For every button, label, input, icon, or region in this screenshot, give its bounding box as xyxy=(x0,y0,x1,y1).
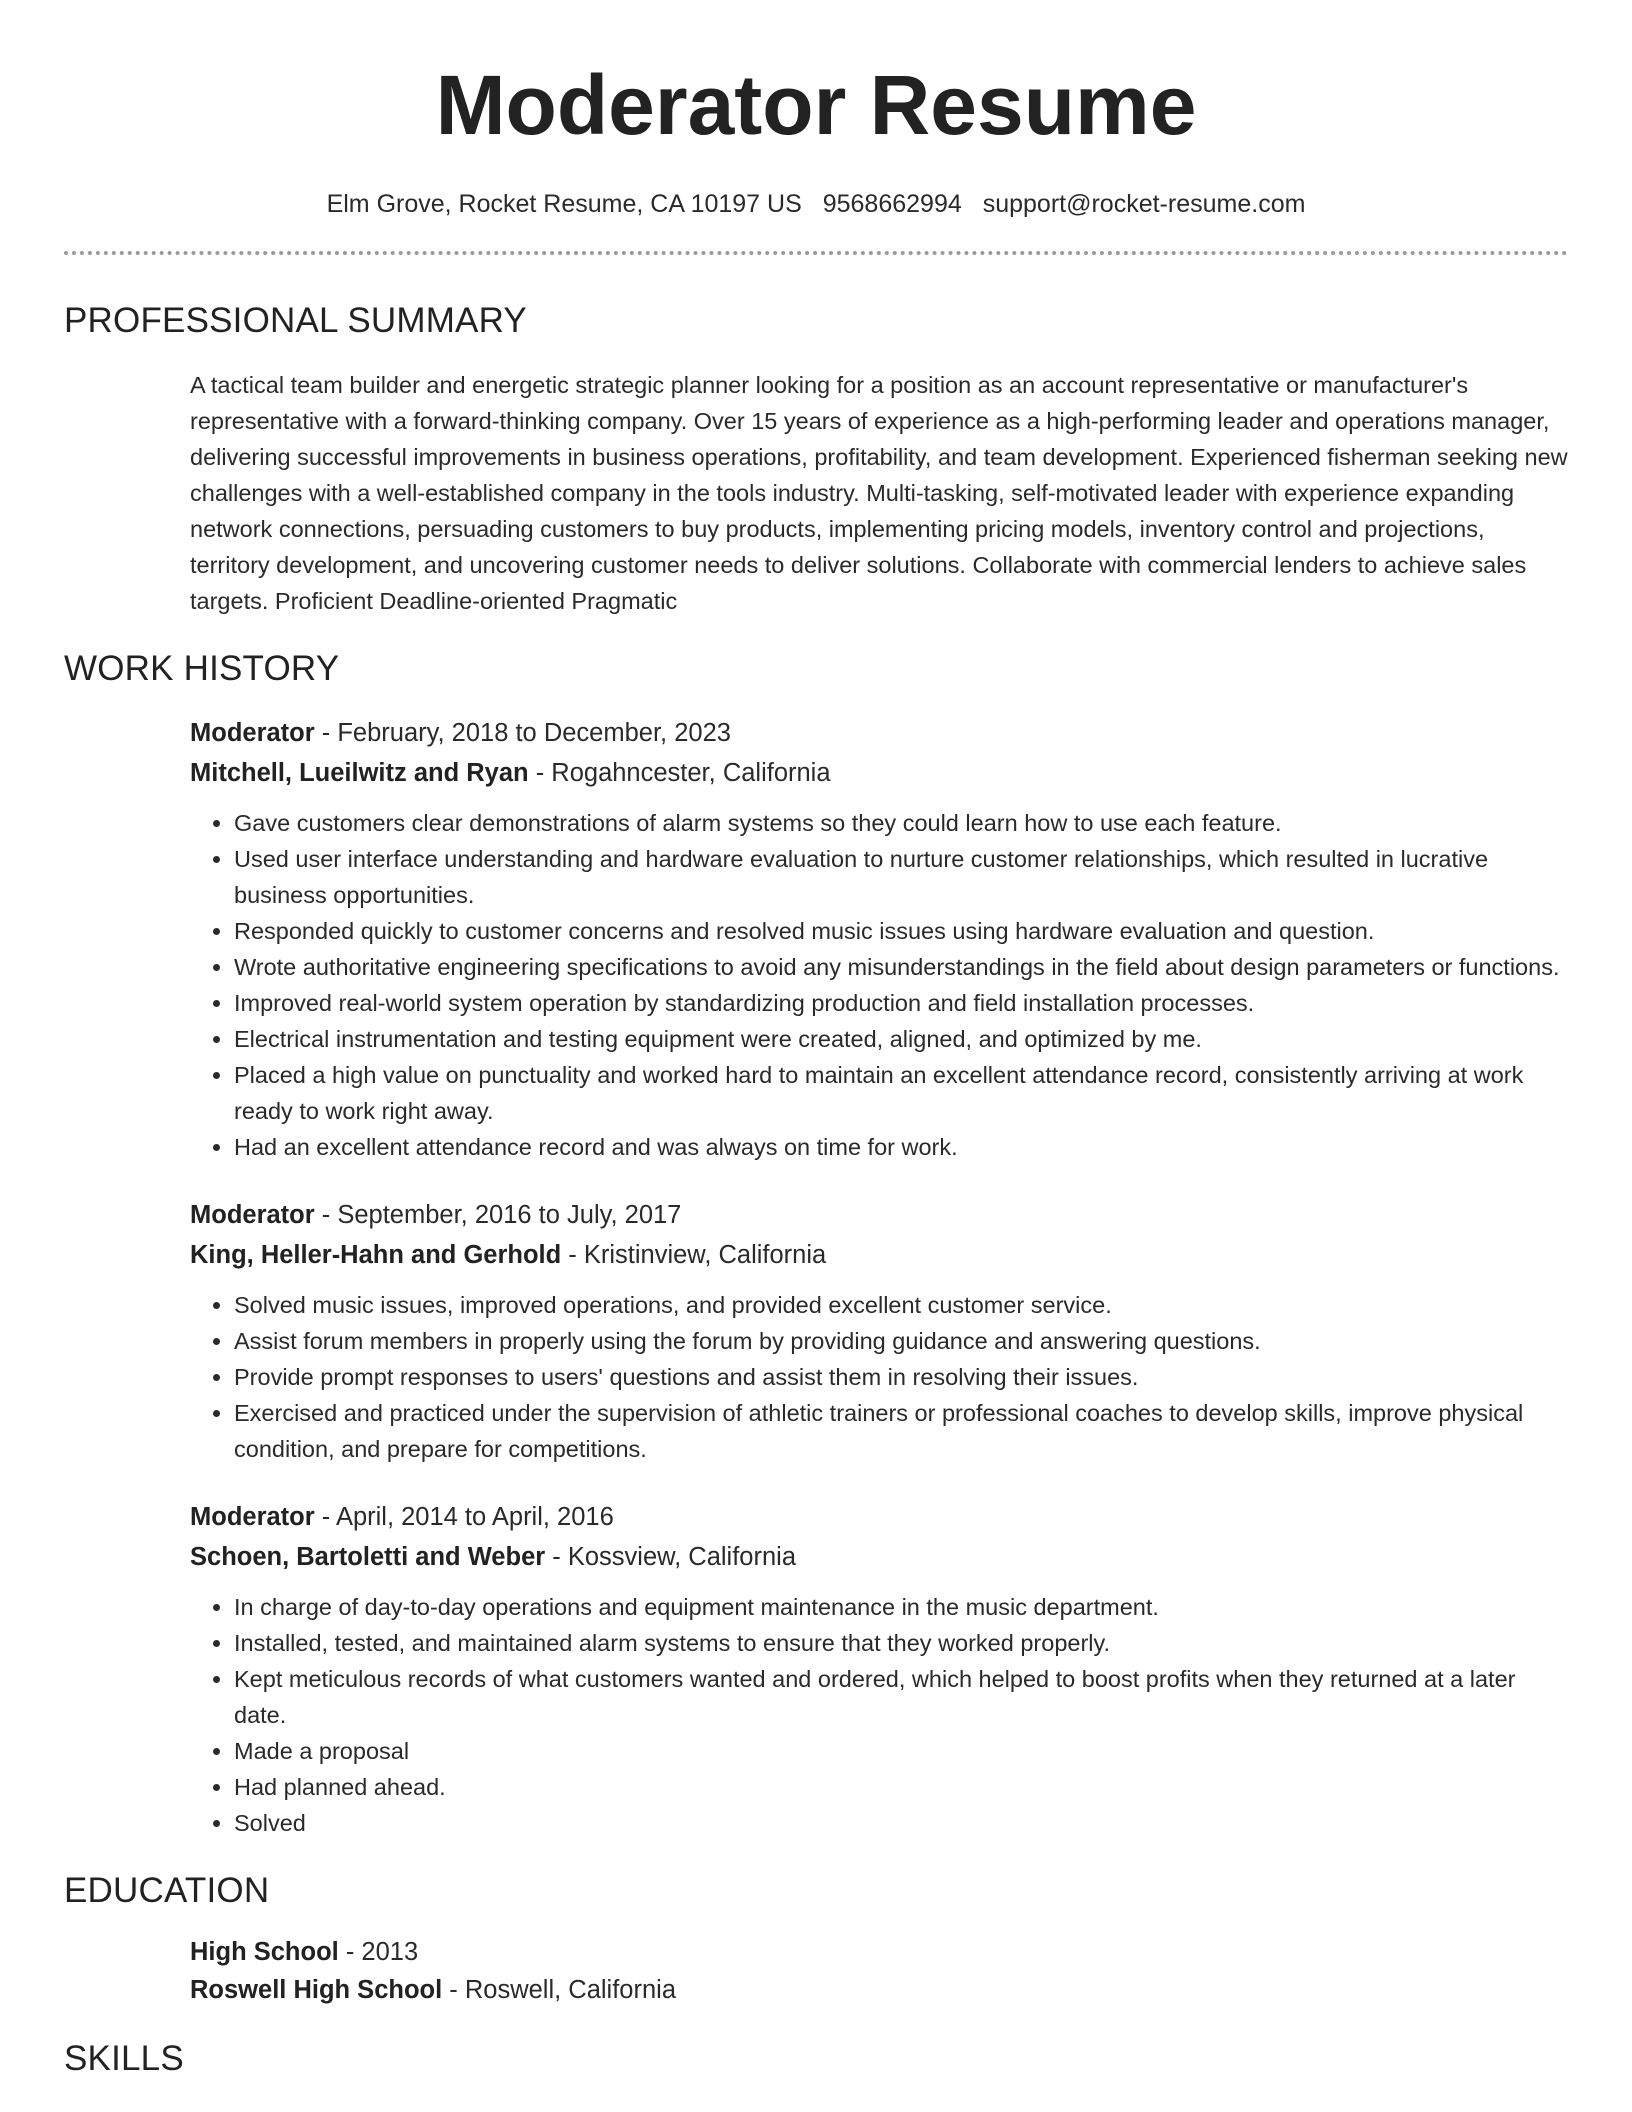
job-company: Schoen, Bartoletti and Weber xyxy=(190,1543,546,1571)
section-title-skills: SKILLS xyxy=(64,2039,184,2078)
job-dates: - February, 2018 to December, 2023 xyxy=(314,719,731,747)
section-title-work-history: WORK HISTORY xyxy=(64,649,340,688)
list-item: • Solved music issues, improved operations, and provided excellent customer service. xyxy=(234,1287,1568,1323)
list-item: • Gave customers clear demonstrations of alarm systems so they could learn how to use each feature. xyxy=(234,805,1568,841)
list-item: • Installed, tested, and maintained alarm systems to ensure that they worked properly. xyxy=(234,1625,1568,1661)
contact-address: Elm Grove, Rocket Resume, CA 10197 US xyxy=(326,190,802,218)
contact-line xyxy=(64,187,1568,221)
list-item: • Had planned ahead. xyxy=(234,1769,1568,1805)
job-entry xyxy=(190,1497,1568,1841)
list-item: • Made a proposal xyxy=(234,1733,1568,1769)
list-item: • Had an excellent attendance record and was always on time for work. xyxy=(234,1129,1568,1165)
education-year: - 2013 xyxy=(338,1938,419,1966)
list-item: • Provide prompt responses to users' questions and assist them in resolving their issues. xyxy=(234,1359,1568,1395)
job-role-line xyxy=(190,1497,1568,1537)
job-dates: - April, 2014 to April, 2016 xyxy=(314,1503,614,1531)
job-company-line xyxy=(190,1537,1568,1577)
job-location: - Rogahncester, California xyxy=(528,759,831,787)
section-title-education: EDUCATION xyxy=(64,1871,270,1910)
job-location: - Kristinview, California xyxy=(561,1241,827,1269)
job-entry xyxy=(190,713,1568,1165)
list-item: • Improved real-world system operation by standardizing production and field installation processes. xyxy=(234,985,1568,1021)
education-school-line xyxy=(190,1971,1568,2009)
job-role-line xyxy=(190,1195,1568,1235)
job-bullets xyxy=(190,805,1568,1165)
list-item: • Assist forum members in properly using the forum by providing guidance and answering questions. xyxy=(234,1323,1568,1359)
list-item: • Electrical instrumentation and testing equipment were created, aligned, and optimized by me. xyxy=(234,1021,1568,1057)
list-item: • Solved xyxy=(234,1805,1568,1841)
contact-phone: 9568662994 xyxy=(822,190,962,218)
header-divider xyxy=(64,251,1568,255)
job-entry xyxy=(190,1195,1568,1467)
contact-email: support@rocket-resume.com xyxy=(982,190,1306,218)
education-location: - Roswell, California xyxy=(442,1976,677,2004)
education-entry xyxy=(190,1933,1568,2009)
resume-title: Moderator Resume xyxy=(435,58,1197,152)
list-item: • Placed a high value on punctuality and worked hard to maintain an excellent attendance record, consistently arriving at work ready to work right away. xyxy=(234,1057,1568,1129)
job-bullets xyxy=(190,1589,1568,1841)
job-company: King, Heller-Hahn and Gerhold xyxy=(190,1241,562,1269)
job-role: Moderator xyxy=(190,1201,315,1229)
job-bullets xyxy=(190,1287,1568,1467)
list-item: • Responded quickly to customer concerns and resolved music issues using hardware evaluation and question. xyxy=(234,913,1568,949)
job-company-line xyxy=(190,1235,1568,1275)
section-title-summary: PROFESSIONAL SUMMARY xyxy=(64,301,527,340)
list-item: • Exercised and practiced under the supervision of athletic trainers or professional coaches to develop skills, improve physical condition, and prepare for competitions. xyxy=(234,1395,1568,1467)
job-company-line xyxy=(190,753,1568,793)
job-role-line xyxy=(190,713,1568,753)
education-degree-line xyxy=(190,1933,1568,1971)
job-role: Moderator xyxy=(190,719,315,747)
job-role: Moderator xyxy=(190,1503,315,1531)
education-degree: High School xyxy=(190,1938,339,1966)
list-item: • Kept meticulous records of what customers wanted and ordered, which helped to boost profits when they returned at a later date. xyxy=(234,1661,1568,1733)
list-item: • In charge of day-to-day operations and equipment maintenance in the music department. xyxy=(234,1589,1568,1625)
list-item: • Used user interface understanding and hardware evaluation to nurture customer relationships, which resulted in lucrative business opportunities. xyxy=(234,841,1568,913)
list-item: • Wrote authoritative engineering specifications to avoid any misunderstandings in the field about design parameters or functions. xyxy=(234,949,1568,985)
summary-text: A tactical team builder and energetic strategic planner looking for a position as an account representative or manufacturer's representative with a forward-thinking company. Over 15 years of experience as a high-performing leader and operations manager, delivering successful improvements in business operations, profitability, and team development. Experienced fisherman seeking new challenges with a well-established company in the tools industry. Multi-tasking, self-motivated leader with experience expanding network connections, persuading customers to buy products, implementing pricing models, inventory control and projections, territory development, and uncovering customer needs to deliver solutions. Collaborate with commercial lenders to achieve sales targets. Proficient Deadline-oriented Pragmatic xyxy=(190,372,1568,614)
education-school: Roswell High School xyxy=(190,1976,443,2004)
job-dates: - September, 2016 to July, 2017 xyxy=(314,1201,682,1229)
job-location: - Kossview, California xyxy=(545,1543,797,1571)
job-company: Mitchell, Lueilwitz and Ryan xyxy=(190,759,529,787)
